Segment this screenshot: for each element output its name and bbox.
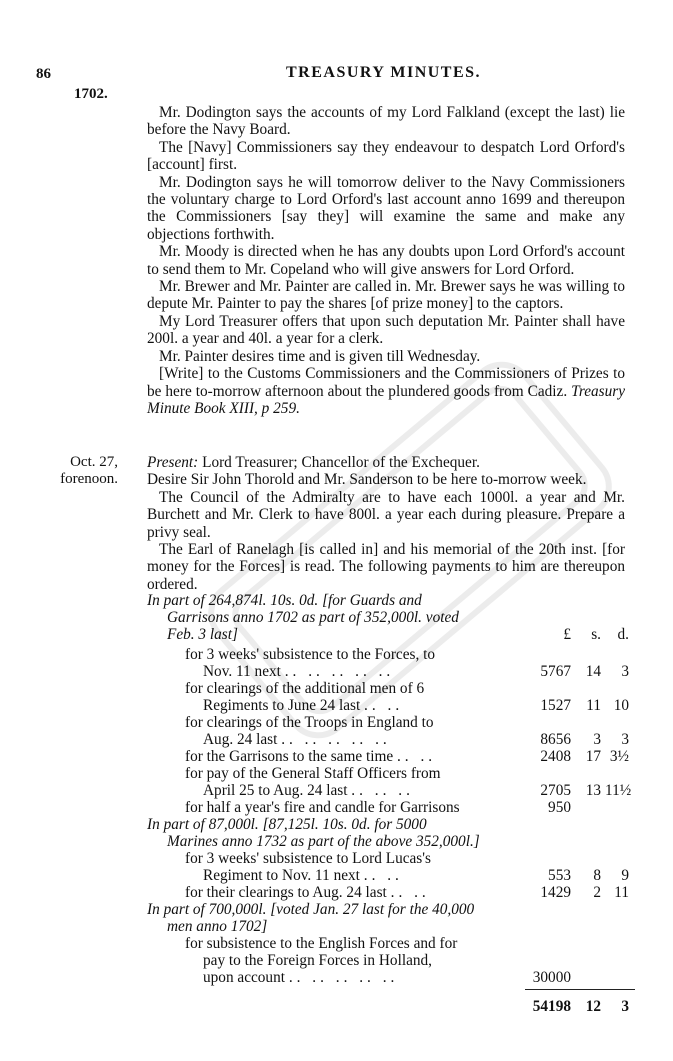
group1-heading-line2: Garrisons anno 1702 as part of 352,000l. voted — [167, 609, 459, 626]
item-fire-candle-amount: 950 — [548, 799, 571, 816]
item-their-clearings-amount: 1429 2 11 — [540, 884, 629, 901]
opening-paragraphs — [147, 104, 625, 417]
item-staff-officers-line1: for pay of the General Staff Officers from — [185, 765, 441, 782]
total-amount: 54198 12 3 — [532, 998, 629, 1015]
item-lucas-amount: 553 8 9 — [548, 867, 629, 884]
item-clearings-troops-amount: 8656 3 3 — [540, 731, 629, 748]
item-staff-officers-amount: 2705 13 11½ — [540, 782, 632, 799]
item-subsistence-forces-amount: 5767 14 3 — [540, 663, 629, 680]
item-clearings-troops-line2: Aug. 24 last .. .. .. .. .. — [203, 731, 391, 748]
item-english-forces-line1: for subsistence to the English Forces and for — [185, 935, 458, 952]
year-margin: 1702. — [74, 86, 108, 102]
item-their-clearings: for their clearings to Aug. 24 last .. .. — [185, 884, 430, 901]
paragraph-brewer-painter: Mr. Brewer and Mr. Painter are called in. Mr. Brewer says he was willing to depute Mr. Painter to pay the shares [of prize money] to the captors. — [147, 278, 625, 313]
item-clearings-regiments-line1: for clearings of the additional men of 6 — [185, 680, 425, 697]
paragraph-voluntary-charge: Mr. Dodington says he will tomorrow deliver to the Navy Commissioners the voluntary charge to Lord Orford's last account anno 1699 and thereupon the Commissioners [say they] will examine the same and make any objections forthwith. — [147, 173, 625, 243]
currency-headers: £ s. d. — [563, 626, 629, 643]
item-garrisons: for the Garrisons to the same time .. .. — [185, 748, 437, 765]
item-lucas-line2: Regiment to Nov. 11 next .. .. — [203, 867, 403, 884]
paragraph-falkland: Mr. Dodington says the accounts of my Lord Falkland (except the last) lie before the Navy Board. — [147, 104, 625, 139]
item-clearings-troops-line1: for clearings of the Troops in England to — [185, 714, 434, 731]
group1-heading-line1: In part of 264,874l. 10s. 0d. [for Guards and — [147, 592, 422, 609]
item-subsistence-forces-line2: Nov. 11 next .. .. .. .. .. — [203, 663, 395, 680]
group1-heading-line3: Feb. 3 last] — [167, 626, 238, 643]
paragraph-customs-cadiz: [Write] to the Customs Commissioners and the Commissioners of Prizes to be here to-morrow afternoon about the plundered goods from Cadiz. Treasury Minute Book XIII, p 259. — [147, 365, 625, 417]
item-fire-candle: for half a year's fire and candle for Garrisons — [185, 799, 460, 816]
present-line: Present: Lord Treasurer; Chancellor of the Exchequer. — [147, 454, 480, 471]
paragraph-thorold: Desire Sir John Thorold and Mr. Sanderson to be here to-morrow week. — [147, 471, 587, 489]
item-garrisons-amount: 2408 17 3½ — [540, 748, 629, 765]
item-clearings-regiments-amount: 1527 11 10 — [540, 697, 629, 714]
item-clearings-regiments-line2: Regiments to June 24 last .. .. — [203, 697, 404, 714]
group3-heading-line2: men anno 1702] — [167, 918, 268, 935]
citation-minute-book: Treasury Minute Book XIII, p 259. — [147, 382, 625, 417]
group2-heading-line2: Marines anno 1732 as part of the above 352,000l.] — [167, 833, 480, 850]
paragraph-navy-commissioners: The [Navy] Commissioners say they endeavour to despatch Lord Orford's [account] first. — [147, 138, 625, 174]
running-title: TREASURY MINUTES. — [286, 64, 482, 81]
paragraph-deputation: My Lord Treasurer offers that upon such deputation Mr. Painter shall have 200l. a year and 40l. a year for a clerk. — [147, 312, 625, 348]
item-lucas-line1: for 3 weeks' subsistence to Lord Lucas's — [185, 850, 431, 867]
item-english-forces-amount: 30000 — [532, 969, 571, 986]
item-english-forces-line2: pay to the Foreign Forces in Holland, — [203, 952, 432, 969]
section-date: Oct. 27, forenoon. — [60, 454, 118, 487]
item-staff-officers-line2: April 25 to Aug. 24 last .. .. .. — [203, 782, 414, 799]
paragraph-moody: Mr. Moody is directed when he has any doubts upon Lord Orford's account to send them to Mr. Copeland who will give answers for Lord Orford. — [147, 243, 625, 278]
total-rule — [525, 989, 635, 990]
group2-heading-line1: In part of 87,000l. [87,125l. 10s. 0d. for 5000 — [147, 816, 427, 833]
paragraph-ranelagh: The Earl of Ranelagh [is called in] and his memorial of the 20th inst. [for money for the Forces] is read. The following payments to him are thereupon ordered. — [147, 541, 625, 593]
paragraph-admiralty-council: The Council of the Admiralty are to have each 1000l. a year and Mr. Burchett and Mr. Clerk to have 800l. a year each during pleasure. Prepare a privy seal. — [147, 488, 625, 541]
paragraph-wednesday: Mr. Painter desires time and is given till Wednesday. — [159, 347, 481, 365]
item-subsistence-forces-line1: for 3 weeks' subsistence to the Forces, to — [185, 646, 436, 663]
section-oct27 — [147, 454, 625, 593]
page-number: 86 — [36, 66, 51, 82]
item-english-forces-line3: upon account .. .. .. .. .. — [203, 969, 399, 986]
group3-heading-line1: In part of 700,000l. [voted Jan. 27 last for the 40,000 — [147, 901, 475, 918]
